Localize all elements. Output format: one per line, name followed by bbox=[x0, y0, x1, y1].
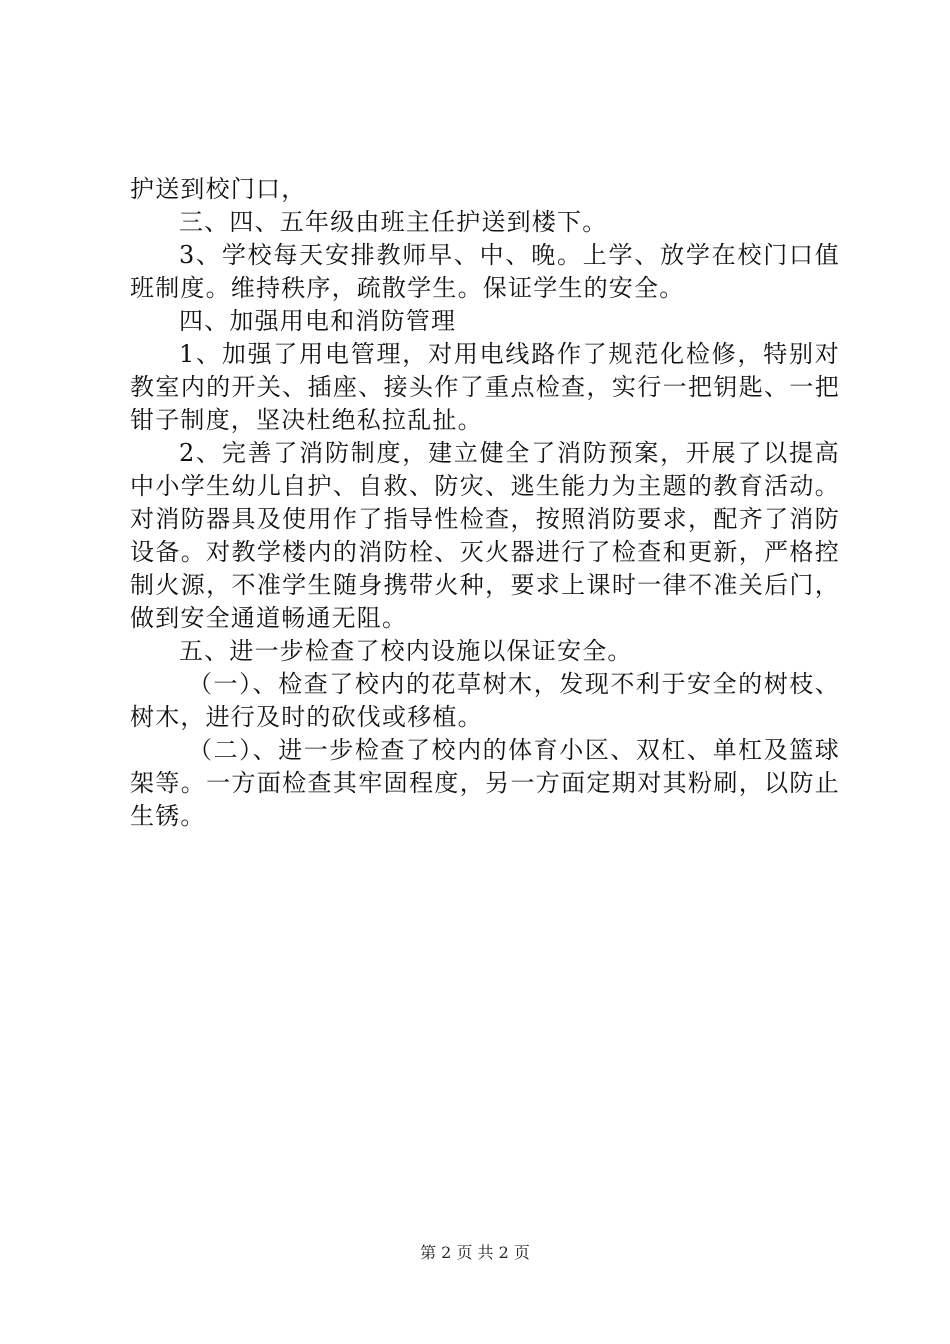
document-body bbox=[130, 173, 840, 833]
paragraph-2: 三、四、五年级由班主任护送到楼下。 bbox=[179, 208, 608, 236]
paragraph-6: 2、完善了消防制度，建立健全了消防预案，开展了以提高中小学生幼儿自护、自救、防灾、逃生能力为主题的教育活动。对消防器具及使用作了指导性检查，按照消防要求，配齐了消防设备。对教学楼内的消防栓、灭火器进行了检查和更新，严格控制火源，不准学生随身携带火种，要求上课时一律不准关后门，做到安全通道畅通无阻。 bbox=[130, 439, 840, 632]
paragraph-1: 护送到校门口， bbox=[130, 175, 307, 203]
paragraph-3: 3、学校每天安排教师早、中、晚。上学、放学在校门口值班制度。维持秩序，疏散学生。保证学生的安全。 bbox=[130, 241, 840, 302]
section-heading-4: 四、加强用电和消防管理 bbox=[179, 307, 457, 335]
paragraph-sub-1: （一）、检查了校内的花草树木，发现不利于安全的树枝、树木，进行及时的砍伐或移植。 bbox=[130, 670, 840, 731]
page-number-label: 第 2 页 共 2 页 bbox=[420, 1243, 530, 1262]
paragraph-sub-2: （二）、进一步检查了校内的体育小区、双杠、单杠及篮球架等。一方面检查其牢固程度，另一方面定期对其粉刷，以防止生锈。 bbox=[130, 736, 840, 830]
page-footer bbox=[0, 1243, 950, 1263]
paragraph-5: 1、加强了用电管理，对用电线路作了规范化检修，特别对教室内的开关、插座、接头作了重点检查，实行一把钥匙、一把钳子制度，坚决杜绝私拉乱扯。 bbox=[130, 340, 840, 434]
section-heading-5: 五、进一步检查了校内设施以保证安全。 bbox=[179, 637, 633, 665]
